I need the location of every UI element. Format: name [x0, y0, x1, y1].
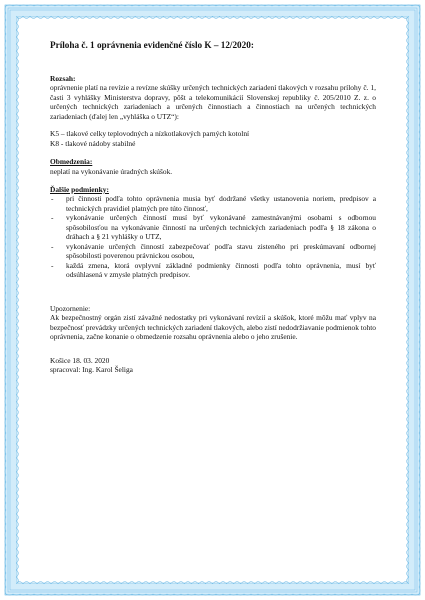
scope-item-k5: K5 – tlakové celky teplovodných a nízkotlakových parných kotolní — [50, 129, 250, 139]
document-title: Príloha č. 1 oprávnenia evidenčné číslo K – 12/2020: — [50, 40, 254, 50]
conditions-heading: Ďalšie podmienky: — [50, 184, 109, 194]
condition-item: - každá zmena, ktorá ovplyvní základné podmienky činnosti podľa tohto oprávnenia, musí byť odsúhlasená v zmysle platných predpisov. — [51, 260, 376, 280]
condition-item: - vykonávanie určených činností zabezpečovať podľa stavu zisteného pri preskúmavaní odbornej spôsobilosti poverenou právnickou osobou, — [51, 241, 376, 261]
condition-item: - pri činnosti podľa tohto oprávnenia musia byť dodržané všetky ustanovenia noriem, predpisov a technických pravidiel platných pre túto činnosť, — [51, 194, 376, 213]
conditions-list — [50, 194, 376, 279]
condition-item: - vykonávanie určených činností musí byť vykonávané zamestnávanými osobami s odbornou spôsobilosťou na vykonávanie činností na určených technických zariadeniach podľa § 18 zákona o dráhach a § 21 vyhlášky o UTZ, — [51, 213, 376, 242]
processed-by: spracoval: Ing. Karol Šeliga — [50, 365, 133, 375]
document-body — [50, 40, 376, 374]
scope-heading: Rozsah: — [50, 73, 76, 83]
restrictions-heading: Obmedzenia: — [50, 157, 93, 167]
notice-heading: Upozornenie: — [50, 303, 91, 313]
place-date: Košice 18. 03. 2020 — [50, 355, 110, 365]
restrictions-text: neplatí na vykonávanie úradných skúšok. — [50, 166, 173, 176]
scope-item-k8: K8 - tlakové nádoby stabilné — [50, 138, 136, 148]
notice-text: Ak bezpečnostný orgán zistí závažné nedostatky pri vykonávaní revízií a skúšok, ktoré môžu mať vplyv na bezpečnosť prevádzky určených technických zariadení tlakových, alebo zistí nedodržiavanie podmienok tohto oprávnenia, začne konanie o obmedzenie rozsahu oprávnenia alebo o jeho zrušenie. — [50, 313, 376, 342]
scope-text: oprávnenie platí na revízie a revízne skúšky určených technických zariadení tlakových v rozsahu prílohy č. 1, časti 3 vyhlášky Ministerstva dopravy, pôšt a telekomunikácií Slovenskej republiky č. 205/2010 Z. z. o určených technických zariadeniach a určených činnostiach a činnostiach na určených technických zariadeniach (ďalej len „vyhláška o UTZ“): — [50, 83, 376, 121]
